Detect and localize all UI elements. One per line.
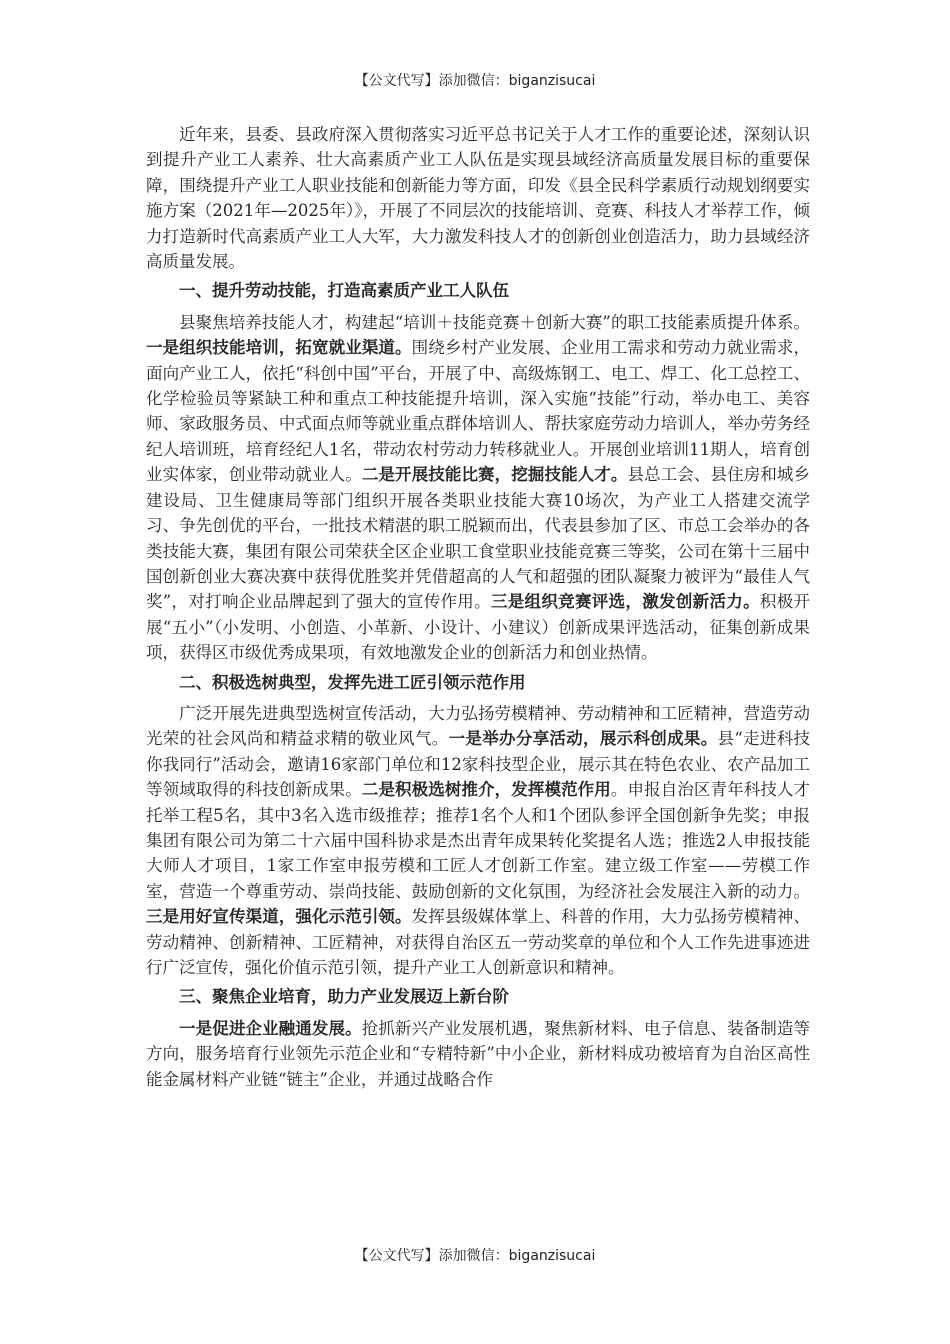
section-3-text-1: 抢抓新兴产业发展机遇，聚焦新材料、电子信息、装备制造等方向，服务培育行业领先示范企业和“专精特新”中小企业，新材料成功被培育为自治区高性能金属材料产业链“链主”企业，并通过战略合作: [146, 1018, 811, 1089]
section-3-paragraph: [146, 1016, 810, 1092]
section-1-text-1: 县聚焦培养技能人才，构建起“培训＋技能竞赛＋创新大赛”的职工技能素质提升体系。: [179, 312, 810, 332]
page-header: 【公文代写】添加微信：biganzisucai: [354, 73, 596, 89]
page-footer: 【公文代写】添加微信：biganzisucai: [354, 1248, 596, 1264]
section-1-text-2: 围绕乡村产业发展、企业用工需求和劳动力就业需求，面向产业工人，依托“科创中国”平台，开展了中、高级炼钢工、电工、焊工、化工总控工、化学检验员等紧缺工种和重点工种技能提升培训，深入实施“技能”行动，举办电工、美容师、家政服务员、中式面点师等就业重点群体培训人、帮扶家庭劳动力培训人，举办劳务经纪人培训班，培育经纪人1名，带动农村劳动力转移就业人。开展创业培训11期人，培育创业实体家，创业带动就业人。: [146, 338, 811, 485]
section-1-text-3: 县总工会、县住房和城乡建设局、卫生健康局等部门组织开展各类职业技能大赛10场次，为产业工人搭建交流学习、争先创优的平台，一批技术精湛的职工脱颖而出，代表县参加了区、市总工会举办的各类技能大赛，集团有限公司荣获全区企业职工食堂职业技能竞赛三等奖，公司在第十三届中国创新创业大赛决赛中获得优胜奖并凭借超高的人气和超强的团队凝聚力被评为“最佳人气奖”，对打响企业品牌起到了强大的宣传作用。: [146, 465, 811, 612]
document-body: [146, 122, 810, 1092]
section-3-heading: 三、聚焦企业培育，助力产业发展迈上新台阶: [179, 987, 509, 1007]
section-1-point-2: 二是开展技能比赛，挖掘技能人才。: [361, 465, 628, 485]
section-2-text-1: 广泛开展先进典型选树宣传活动，大力弘扬劳模精神、劳动精神和工匠精神，营造劳动光荣的社会风尚和精益求精的敬业风气。: [146, 703, 810, 749]
section-1-point-1: 一是组织技能培训，拓宽就业渠道。: [146, 338, 412, 358]
section-2-point-2: 二是积极选树推介，发挥模范作用: [361, 780, 611, 800]
section-1-heading: 一、提升劳动技能，打造高素质产业工人队伍: [179, 281, 509, 301]
section-1-point-3: 三是组织竞赛评选，激发创新活力。: [490, 592, 760, 612]
section-2-text-2: 县“走进科技你我同行”活动会，邀请16家部门单位和12家科技型企业，展示其在特色农业、农产品加工等领域取得的科技创新成果。: [146, 729, 811, 800]
section-2-heading: 二、积极选树典型，发挥先进工匠引领示范作用: [179, 672, 526, 692]
section-2-point-3: 三是用好宣传渠道，强化示范引领。: [146, 907, 412, 927]
section-3-point-1: 一是促进企业融通发展。: [179, 1018, 362, 1038]
intro-paragraph: 近年来，县委、县政府深入贯彻落实习近平总书记关于人才工作的重要论述，深刻认识到提升产业工人素养、壮大高素质产业工人队伍是实现县域经济高质量发展目标的重要保障，围绕提升产业工人职业技能和创新能力等方面，印发《县全民科学素质行动规划纲要实施方案（2021年—2025年）》，开展了不同层次的技能培训、竞赛、科技人才举荐工作，倾力打造新时代高素质产业工人大军，大力激发科技人才的创新创业创造活力，助力县域经济高质量发展。: [146, 125, 810, 272]
section-1-text-4: 积极开展“五小”（小发明、小创造、小革新、小设计、小建议）创新成果评选活动，征集创新成果项，获得区市级优秀成果项，有效地激发企业的创新活力和创业热情。: [146, 592, 811, 663]
section-2-paragraph: [146, 701, 810, 980]
section-1-paragraph: [146, 310, 810, 666]
section-2-text-3: 。申报自治区青年科技人才托举工程5名，其中3名入选市级推荐；推荐1名个人和1个团队参评全国创新争先奖；申报集团有限公司为第二十六届中国科协求是杰出青年成果转化奖提名人选；推选2人申报技能大师人才项目，1家工作室申报劳模和工匠人才创新工作室。建立级工作室——劳模工作室，营造一个尊重劳动、崇尚技能、鼓励创新的文化氛围，为经济社会发展注入新的动力。: [146, 780, 811, 901]
section-2-text-4: 发挥县级媒体掌上、科普的作用，大力弘扬劳模精神、劳动精神、创新精神、工匠精神，对获得自治区五一劳动奖章的单位和个人工作先进事迹进行广泛宣传，强化价值示范引领，提升产业工人创新意识和精神。: [146, 907, 811, 977]
section-2-point-1: 一是举办分享活动，展示科创成果。: [448, 729, 718, 749]
